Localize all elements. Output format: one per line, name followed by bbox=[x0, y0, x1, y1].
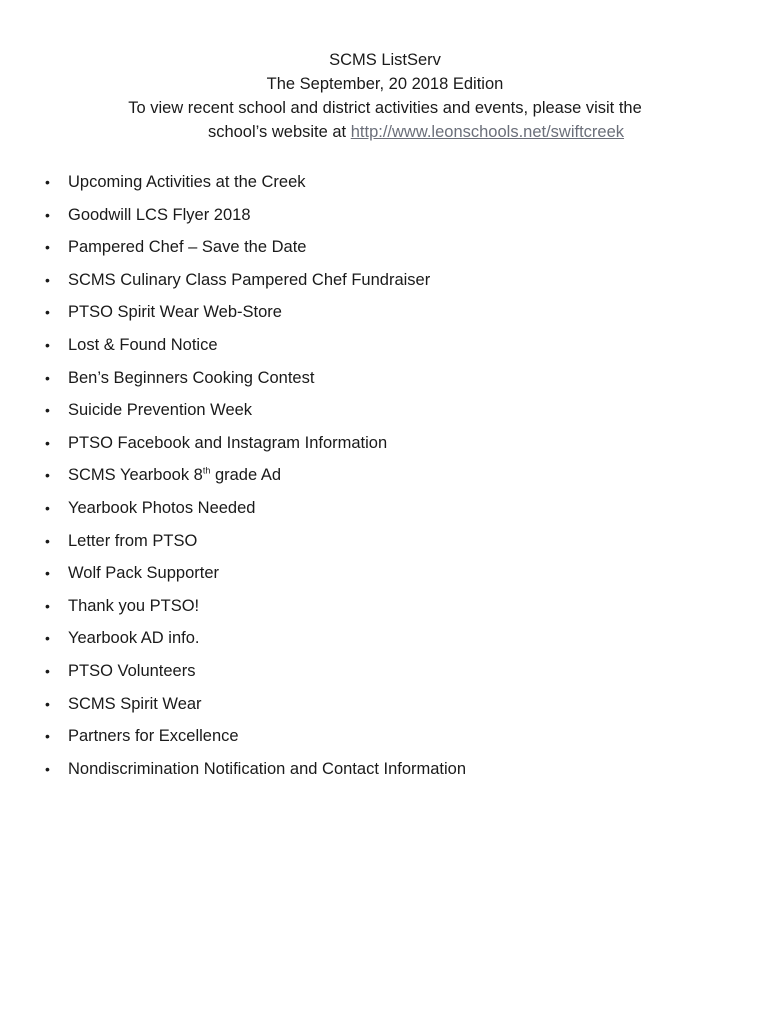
list-item-text: Partners for Excellence bbox=[68, 727, 239, 746]
list-item bbox=[42, 594, 466, 627]
intro-line: To view recent school and district activities and events, please visit the bbox=[128, 99, 642, 117]
list-item-text bbox=[68, 466, 281, 484]
website-line bbox=[0, 120, 770, 144]
website-prefix: school’s website at bbox=[207, 123, 351, 141]
list-item bbox=[42, 333, 466, 366]
list-item bbox=[42, 235, 466, 268]
list-item-text-before: SCMS Yearbook 8 bbox=[68, 466, 203, 485]
list-item-text: Pampered Chef – Save the Date bbox=[68, 238, 307, 257]
document-header bbox=[0, 48, 770, 144]
bullet-icon: • bbox=[45, 728, 50, 745]
bullet-icon: • bbox=[45, 467, 50, 484]
list-item-text: PTSO Volunteers bbox=[68, 661, 196, 680]
list-item bbox=[42, 626, 466, 659]
bullet-icon: • bbox=[45, 760, 50, 777]
bullet-icon: • bbox=[45, 695, 50, 712]
list-item-text: PTSO Facebook and Instagram Information bbox=[68, 433, 388, 452]
list-item bbox=[42, 203, 466, 236]
list-item bbox=[42, 496, 466, 529]
list-item-text: Suicide Prevention Week bbox=[68, 401, 253, 420]
list-item-text: Thank you PTSO! bbox=[68, 596, 200, 615]
list-item-text: Yearbook Photos Needed bbox=[68, 498, 256, 517]
ordinal-superscript: th bbox=[202, 465, 211, 476]
list-item-text: Yearbook AD info. bbox=[68, 629, 200, 648]
bullet-icon: • bbox=[45, 499, 50, 516]
edition-line: The September, 20 2018 Edition bbox=[266, 75, 504, 93]
list-item bbox=[42, 170, 466, 203]
list-item bbox=[42, 366, 466, 399]
list-item-text: SCMS Culinary Class Pampered Chef Fundraiser bbox=[68, 270, 431, 289]
bullet-icon: • bbox=[45, 206, 50, 223]
bullet-icon: • bbox=[45, 565, 50, 582]
bullet-icon: • bbox=[45, 336, 50, 353]
bullet-icon: • bbox=[45, 434, 50, 451]
document-title: SCMS ListServ bbox=[329, 51, 441, 69]
bullet-icon: • bbox=[45, 304, 50, 321]
bullet-icon: • bbox=[45, 597, 50, 614]
list-item bbox=[42, 561, 466, 594]
list-item-text: Upcoming Activities at the Creek bbox=[68, 173, 306, 191]
bullet-icon: • bbox=[45, 402, 50, 419]
bullet-icon: • bbox=[45, 174, 50, 190]
list-item bbox=[42, 300, 466, 333]
list-item-text: PTSO Spirit Wear Web-Store bbox=[68, 303, 282, 322]
school-website-link[interactable]: http://www.leonschools.net/swiftcreek bbox=[350, 123, 625, 141]
list-item bbox=[42, 268, 466, 301]
list-item-text: Letter from PTSO bbox=[68, 531, 198, 550]
bullet-icon: • bbox=[45, 630, 50, 647]
bullet-icon: • bbox=[45, 369, 50, 386]
list-item-text: Wolf Pack Supporter bbox=[68, 564, 220, 583]
list-item-text: Lost & Found Notice bbox=[68, 335, 218, 354]
list-item bbox=[42, 659, 466, 692]
list-item bbox=[42, 757, 466, 790]
bullet-icon: • bbox=[45, 239, 50, 256]
list-item-text: Goodwill LCS Flyer 2018 bbox=[68, 205, 251, 224]
list-item-text: SCMS Spirit Wear bbox=[68, 694, 202, 713]
list-item bbox=[42, 398, 466, 431]
list-item-text-after: grade Ad bbox=[210, 466, 281, 485]
bullet-icon: • bbox=[45, 662, 50, 679]
list-item bbox=[42, 431, 466, 464]
bullet-icon: • bbox=[45, 532, 50, 549]
topics-list bbox=[42, 170, 466, 789]
bullet-icon: • bbox=[45, 271, 50, 288]
list-item bbox=[42, 529, 466, 562]
list-item bbox=[42, 463, 466, 496]
list-item-text: Ben’s Beginners Cooking Contest bbox=[68, 368, 315, 387]
list-item bbox=[42, 692, 466, 725]
list-item-text: Nondiscrimination Notification and Contact Information bbox=[68, 759, 467, 778]
list-item bbox=[42, 724, 466, 757]
